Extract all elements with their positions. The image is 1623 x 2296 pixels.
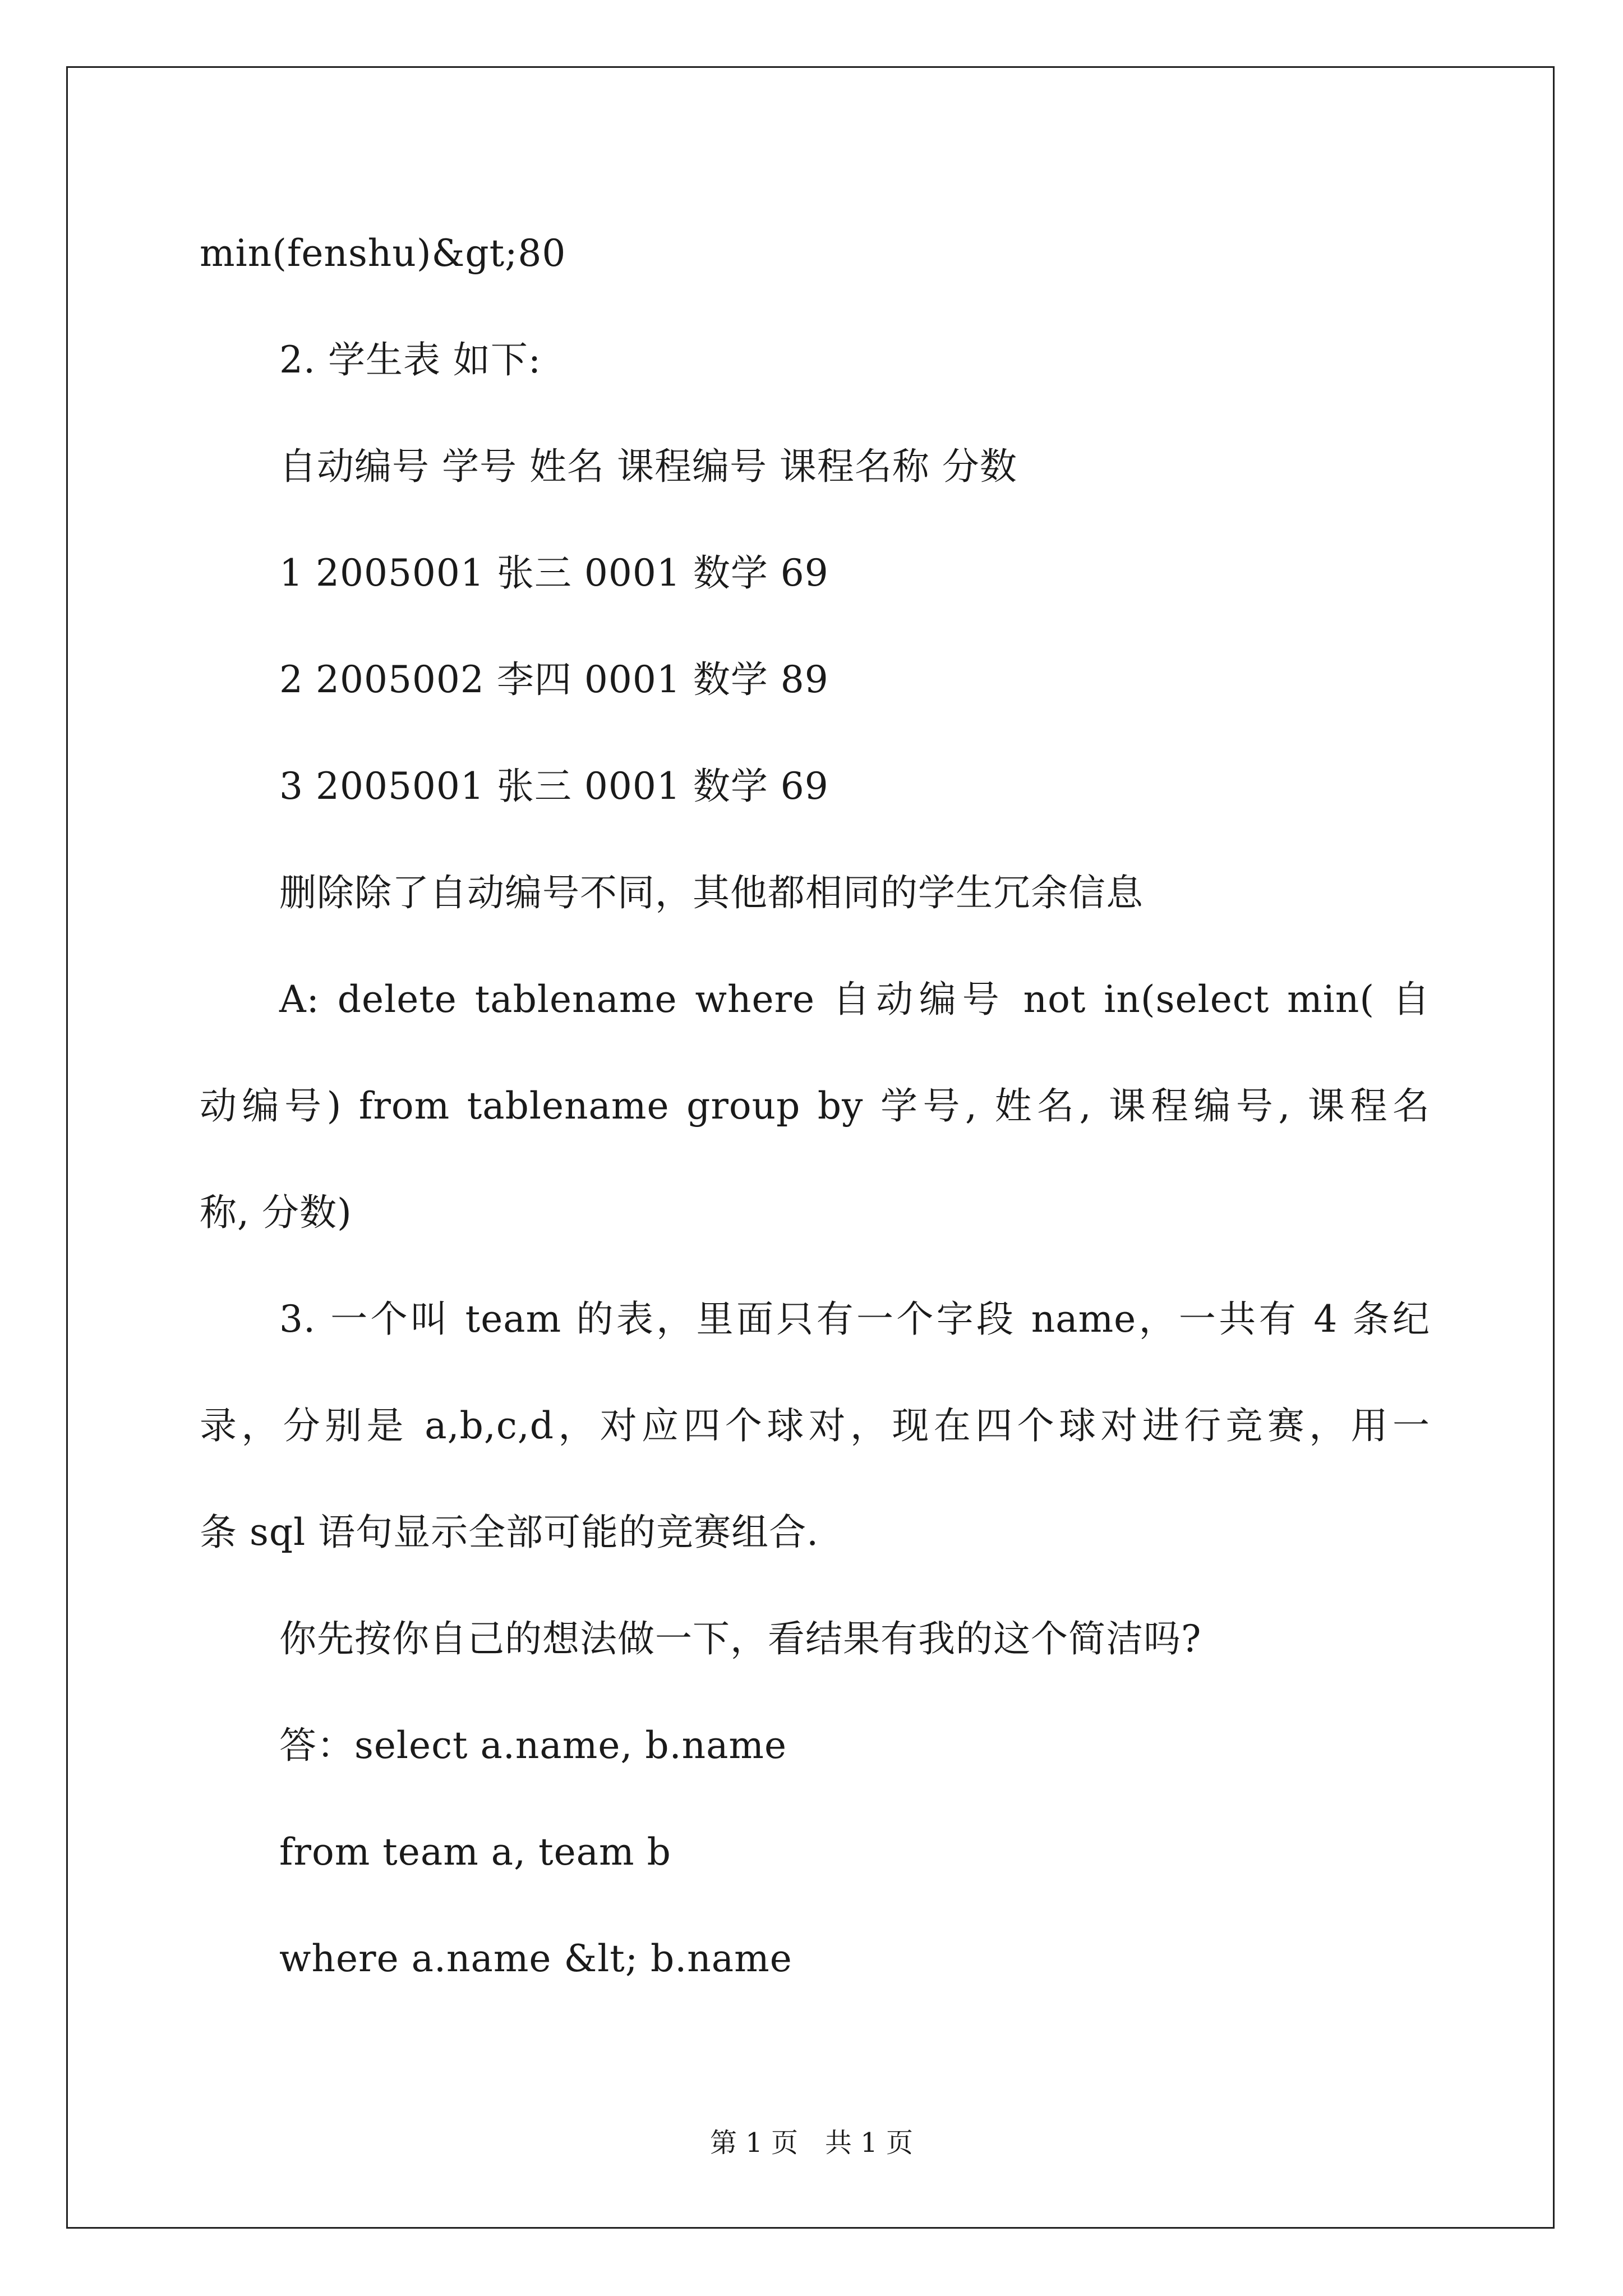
page-footer: 第 1 页 共 1 页	[709, 2127, 914, 2159]
text-line-16: from team a, team b	[279, 1830, 671, 1874]
text-line-8: A: delete tablename where 自动编号 not in(select min( 自	[279, 978, 1430, 1021]
text-line-12: 录，分别是 a,b,c,d，对应四个球对，现在四个球对进行竞赛，用一	[200, 1404, 1430, 1447]
text-line-10: 称, 分数)	[200, 1191, 352, 1234]
text-line-15: 答：select a.name, b.name	[279, 1724, 787, 1767]
text-line-11: 3. 一个叫 team 的表，里面只有一个字段 name，一共有 4 条纪	[279, 1297, 1430, 1341]
text-line-4: 1 2005001 张三 0001 数学 69	[279, 551, 829, 595]
text-line-7: 删除除了自动编号不同，其他都相同的学生冗余信息	[279, 871, 1144, 914]
text-line-13: 条 sql 语句显示全部可能的竞赛组合.	[200, 1511, 819, 1554]
text-line-9: 动编号) from tablename group by 学号, 姓名, 课程编号, 课程名	[200, 1084, 1430, 1128]
text-line-14: 你先按你自己的想法做一下，看结果有我的这个简洁吗?	[279, 1617, 1202, 1660]
text-line-3: 自动编号 学号 姓名 课程编号 课程名称 分数	[279, 445, 1017, 488]
text-line-1: min(fenshu)&gt;80	[200, 232, 566, 275]
text-line-5: 2 2005002 李四 0001 数学 89	[279, 658, 829, 701]
page-border	[66, 66, 1555, 2229]
text-line-2: 2. 学生表 如下:	[279, 338, 542, 381]
text-line-17: where a.name &lt; b.name	[279, 1937, 792, 1980]
text-line-6: 3 2005001 张三 0001 数学 69	[279, 765, 829, 808]
